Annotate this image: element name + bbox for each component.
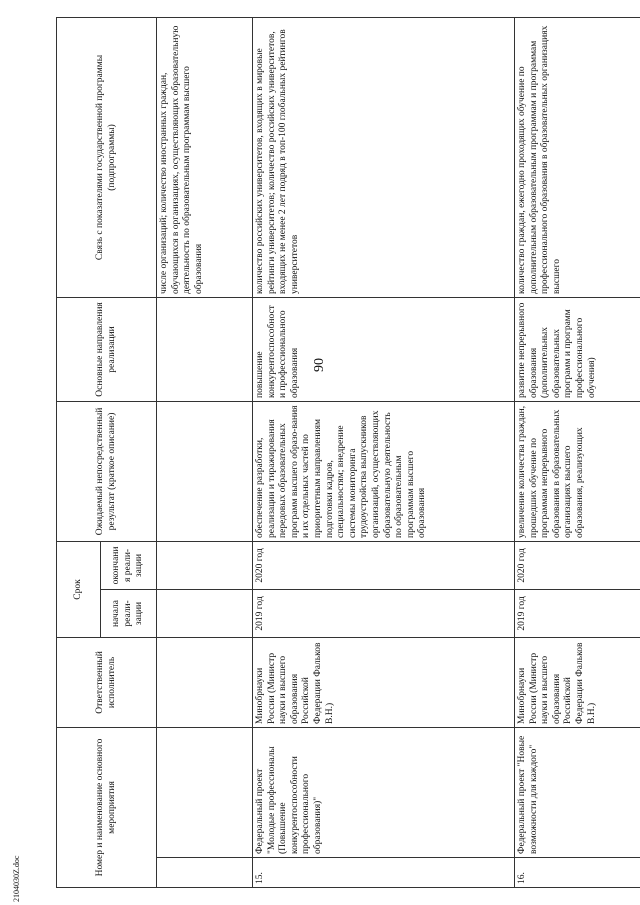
continuation-link-cell: числе организаций; количество иностранных граждан, обучающихся в организациях, осуществляющих образовательную деятельность по образовательным программам высшего образования [157,17,253,297]
header-executor: Ответственный исполнитель [57,637,157,727]
row-event: Федеральный проект "Молодые профессионалы (Повышение конкурентоспособности профессионального образования)" [253,727,515,857]
row-link: количество российских университетов, входящих в мировые рейтинги университетов; количество российских университетов, входящих не менее 2 лет подряд в топ-100 глобальных рейтингов университетов [253,17,515,297]
header-term: Срок [57,541,101,637]
header-term-end: окончания реали-зации [101,541,157,589]
rotated-table-sheet [56,18,616,888]
row-start: 2019 год [253,589,515,637]
row-directions: повышение конкурентоспособности профессионального образования [253,297,515,401]
table-row-16 [515,17,640,887]
header-result: Ожидаемый непосредственный результат (краткое описание) [57,401,157,541]
row-executor: Минобрнауки России (Министр науки и высшего образования Российской Федерации Фальков В.Н.) [515,637,640,727]
program-events-table [56,17,640,888]
row-number: 16. [515,858,640,888]
header-term-start: начала реали-зации [101,589,157,637]
row-number: 15. [253,858,515,888]
header-event: Номер и наименование основного мероприятия [57,727,157,887]
row-result: увеличение количества граждан, прошедших обучение по программам непрерывного образования в образовательных организациях высшего образования, реализующих [515,401,640,541]
row-result: обеспечение разработки, реализации и тиражирования передовых образовательных программ высшего образо-вания и их отдельных частей по приоритетным направлениям подготовки кадров, специальностям; внедрение системы мониторинга трудоустройства выпускников организаций, осуществляющих образовательную деятельность по образовательным программам высшего образования [253,401,515,541]
row-executor: Минобрнауки России (Министр науки и высшего образования Российской Федерации Фальков В.Н.) [253,637,515,727]
continuation-row [157,17,253,887]
page-number: 90 [312,358,327,372]
table-row-15 [253,17,515,887]
row-end: 2020 год [515,541,640,589]
header-directions: Основные направления реализации [57,297,157,401]
row-event: Федеральный проект "Новые возможности для каждого" [515,727,640,857]
row-link: количество граждан, ежегодно проходящих обучение по дополнительным образовательным программам и программам профессионального образования в образовательных организациях высшего [515,17,640,297]
header-link: Связь с показателями государственной программы (подпрограммы) [57,17,157,297]
row-directions: развитие непрерывного образования (дополнительных образовательных программ и программ профессионального обучения) [515,297,640,401]
document-filename: 2104030Z.doc [12,855,21,902]
row-start: 2019 год [515,589,640,637]
row-end: 2020 год [253,541,515,589]
